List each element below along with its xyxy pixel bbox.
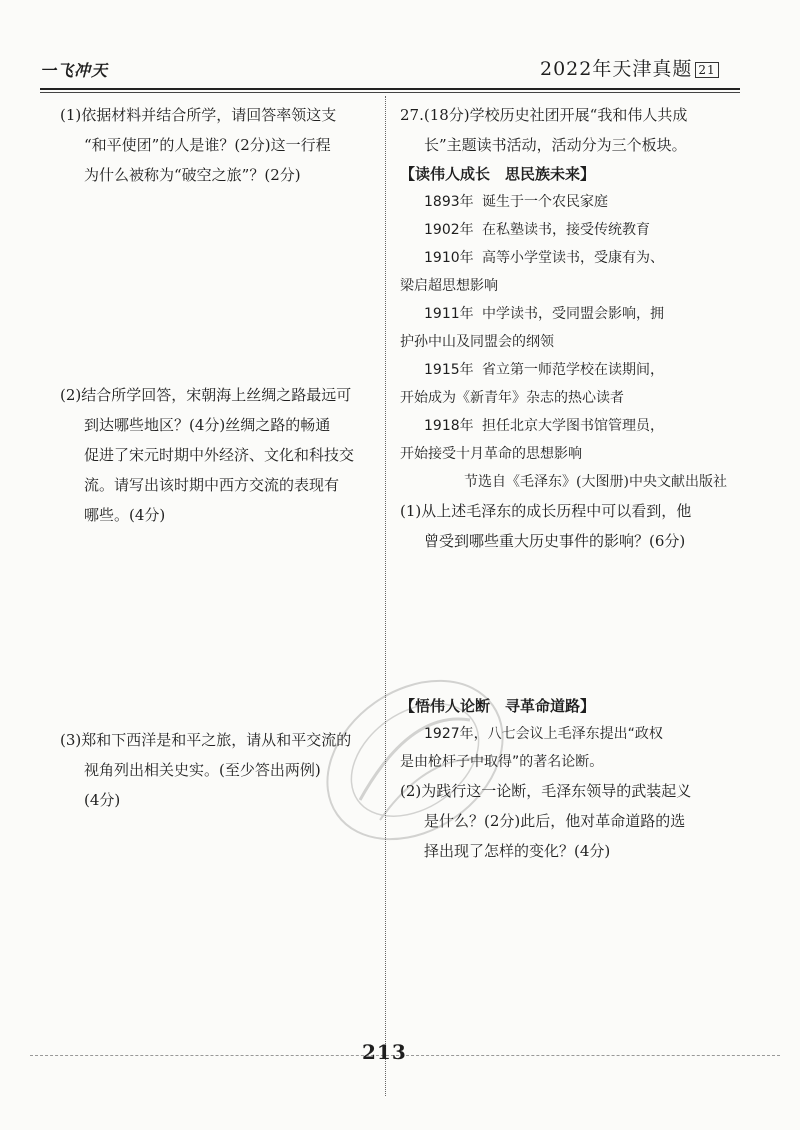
header-rule xyxy=(40,88,740,90)
q1-line-3: 为什么被称为“破空之旅”？(2分) xyxy=(84,166,301,184)
page-number: 213 xyxy=(362,1040,407,1064)
watermark-seal xyxy=(300,650,530,870)
brand-logo: 一飞冲天 xyxy=(40,61,109,80)
question-27 xyxy=(400,100,745,556)
sub2-line-1: (2)为践行这一论断，毛泽东领导的武装起义 xyxy=(400,782,692,800)
timeline-entry-1918-cont: 开始接受十月革命的思想影响 xyxy=(400,446,582,462)
timeline-entry-1911 xyxy=(400,300,745,328)
sub1-line-1: (1)从上述毛泽东的成长历程中可以看到，他 xyxy=(400,502,692,520)
q2-line-4: 流。请写出该时期中西方交流的表现有 xyxy=(84,476,340,494)
question-2 xyxy=(60,380,378,530)
q2-line-1: (2)结合所学回答，宋朝海上丝绸之路最远可 xyxy=(60,386,352,404)
material-2-line-2: 是由枪杆子中取得”的著名论断。 xyxy=(400,754,604,770)
question-1 xyxy=(60,100,378,190)
timeline-year: 1902年 xyxy=(424,222,474,238)
sub1-line-2: 曾受到哪些重大历史事件的影响？(6分) xyxy=(424,532,686,550)
section-heading-2: 【悟伟人论断 寻革命道路】 xyxy=(400,697,596,715)
timeline-text: 省立第一师范学校在读期间， xyxy=(482,362,664,378)
q1-line-2: “和平使团”的人是谁？(2分)这一行程 xyxy=(84,136,331,154)
q27-line-1: 27.(18分)学校历史社团开展“我和伟人共成 xyxy=(400,106,688,124)
q2-line-3: 促进了宋元时期中外经济、文化和科技交 xyxy=(84,446,355,464)
material-2-line-1: 1927年，八七会议上毛泽东提出“政权 xyxy=(424,726,663,742)
timeline-entry-1915 xyxy=(400,356,745,384)
q3-line-3: (4分) xyxy=(84,791,121,809)
timeline-text: 担任北京大学图书馆管理员， xyxy=(482,418,664,434)
timeline-text: 在私塾读书，接受传统教育 xyxy=(482,222,650,238)
timeline-year: 1893年 xyxy=(424,194,474,210)
timeline-year: 1918年 xyxy=(424,418,474,434)
timeline-year: 1910年 xyxy=(424,250,474,266)
timeline-text: 高等小学堂读书，受康有为、 xyxy=(482,250,664,266)
timeline-entry-1910 xyxy=(400,244,745,272)
q3-line-1: (3)郑和下西洋是和平之旅，请从和平交流的 xyxy=(60,731,352,749)
timeline-entry-1910-cont: 梁启超思想影响 xyxy=(400,278,498,294)
section-heading-1: 【读伟人成长 思民族未来】 xyxy=(400,165,596,183)
timeline-entry-1893 xyxy=(400,188,745,216)
timeline-year: 1915年 xyxy=(424,362,474,378)
page-header-title xyxy=(540,54,719,81)
timeline-entry-1918 xyxy=(400,412,745,440)
header-title-text: 2022年天津真题 xyxy=(540,58,693,80)
sub2-line-2: 是什么？(2分)此后，他对革命道路的选 xyxy=(424,812,686,830)
timeline-year: 1911年 xyxy=(424,306,474,322)
header-rule-thin xyxy=(40,92,740,93)
header-tag: 21 xyxy=(695,62,718,78)
material-source: 节选自《毛泽东》(大图册)中央文献出版社 xyxy=(464,474,727,490)
q2-line-2: 到达哪些地区？(4分)丝绸之路的畅通 xyxy=(84,416,331,434)
timeline-entry-1911-cont: 护孙中山及同盟会的纲领 xyxy=(400,334,554,350)
column-divider xyxy=(385,96,386,1096)
timeline-entry-1915-cont: 开始成为《新青年》杂志的热心读者 xyxy=(400,390,624,406)
timeline-text: 诞生于一个农民家庭 xyxy=(482,194,608,210)
q2-line-5: 哪些。(4分) xyxy=(84,506,166,524)
sub2-line-3: 择出现了怎样的变化？(4分) xyxy=(424,842,611,860)
q1-line-1: (1)依据材料并结合所学，请回答率领这支 xyxy=(60,106,337,124)
timeline-text: 中学读书，受同盟会影响，拥 xyxy=(482,306,664,322)
timeline-entry-1902 xyxy=(400,216,745,244)
q27-line-2: 长”主题读书活动，活动分为三个板块。 xyxy=(424,136,687,154)
q3-line-2: 视角列出相关史实。(至少答出两例) xyxy=(84,761,321,779)
